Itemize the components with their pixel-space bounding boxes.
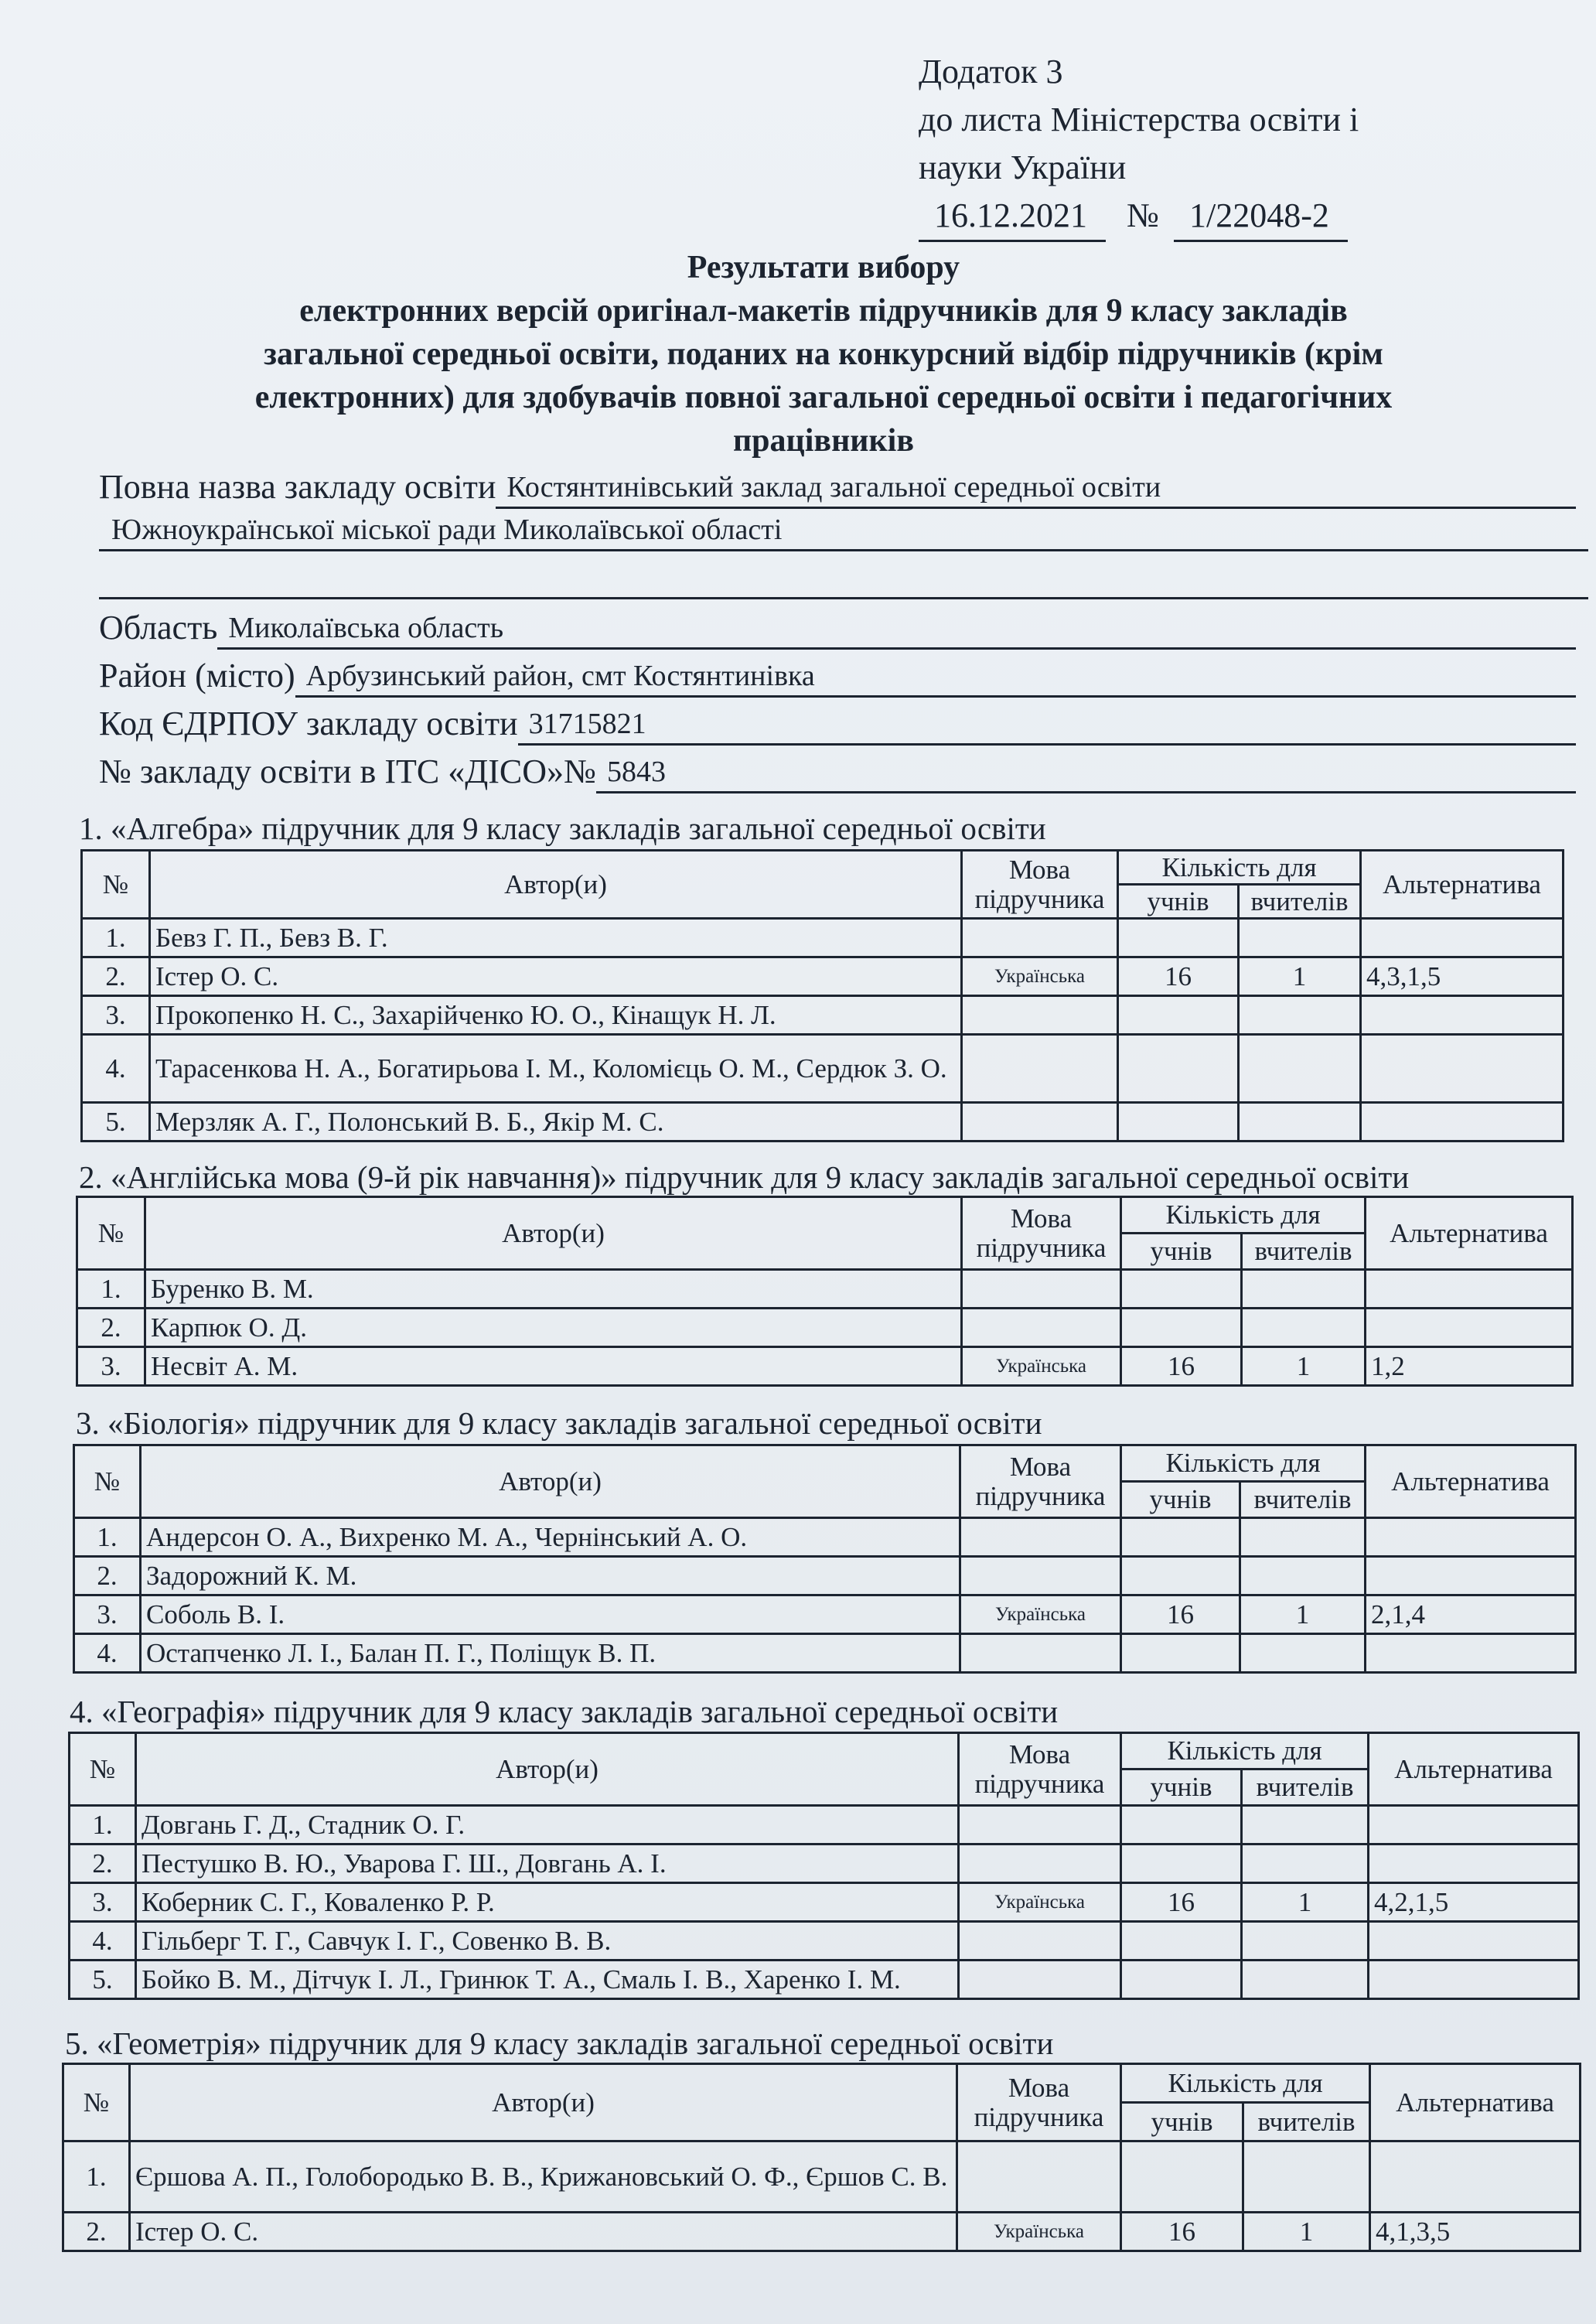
section-title: 4. «Географія» підручник для 9 класу закладів загальної середньої освіти xyxy=(70,1694,1059,1729)
header-language-line-1: Мова xyxy=(1009,1451,1072,1482)
title-line-3: загальної середньої освіти, поданих на конкурсний відбір підручників (крім xyxy=(264,336,1383,372)
letter-number: 1/22048-2 xyxy=(1174,192,1348,242)
school-name-value-line-2: Южноукраїнської міської ради Миколаївської області xyxy=(99,510,1588,551)
region-value: Миколаївська область xyxy=(217,609,1576,650)
header-language-line-1: Мова xyxy=(1008,2072,1070,2103)
textbook-table xyxy=(76,1196,1574,1387)
row-teachers-count xyxy=(1240,1557,1366,1595)
row-alternative xyxy=(1361,1035,1564,1103)
row-language xyxy=(957,2141,1121,2213)
table-row xyxy=(74,1518,1576,1557)
textbook-table xyxy=(80,849,1564,1142)
row-students-count xyxy=(1121,1270,1242,1309)
row-students-count xyxy=(1121,1845,1242,1883)
textbook-table xyxy=(73,1444,1577,1674)
row-teachers-count xyxy=(1239,1035,1361,1103)
header-alternative: Альтернатива xyxy=(1366,1445,1576,1518)
header-no: № xyxy=(74,1445,141,1518)
section-title: 3. «Біологія» підручник для 9 класу закладів загальної середньої освіти xyxy=(76,1405,1042,1441)
header-authors: Автор(и) xyxy=(136,1733,959,1806)
row-language: Українська xyxy=(962,957,1118,996)
table-row xyxy=(63,2141,1581,2213)
row-teachers-count xyxy=(1240,1634,1366,1673)
header-no: № xyxy=(70,1733,136,1806)
header-alternative: Альтернатива xyxy=(1369,1733,1579,1806)
row-authors: Істер О. С. xyxy=(130,2213,957,2251)
row-authors: Гільберг Т. Г., Савчук І. Г., Совенко В. В. xyxy=(136,1922,959,1961)
header-count: Кількість для xyxy=(1121,1197,1366,1234)
disco-label: № закладу освіти в ІТС «ДІСО»№ xyxy=(99,752,596,790)
row-authors: Пестушко В. Ю., Уварова Г. Ш., Довгань А. І. xyxy=(136,1845,959,1883)
header-students: учнів xyxy=(1118,885,1239,919)
row-students-count: 16 xyxy=(1121,1883,1242,1922)
row-language xyxy=(962,1035,1118,1103)
row-teachers-count xyxy=(1243,2141,1370,2213)
row-students-count xyxy=(1118,996,1239,1035)
row-authors: Тарасенкова Н. А., Богатирьова І. М., Коломієць О. М., Сердюк З. О. xyxy=(150,1035,962,1103)
title-line-4: електронних) для здобувачів повної загальної середньої освіти і педагогічних xyxy=(254,380,1393,415)
region-label: Область xyxy=(99,609,218,647)
section-title: 1. «Алгебра» підручник для 9 класу закладів загальної середньої освіти xyxy=(79,810,1046,846)
row-language xyxy=(962,996,1118,1035)
table-row xyxy=(63,2213,1581,2251)
header-no: № xyxy=(63,2064,130,2141)
row-authors: Буренко В. М. xyxy=(145,1270,962,1309)
row-teachers-count xyxy=(1242,1806,1369,1845)
row-authors: Остапченко Л. І., Балан П. Г., Поліщук В. П. xyxy=(141,1634,960,1673)
header-authors: Автор(и) xyxy=(150,851,962,919)
row-alternative xyxy=(1369,1961,1579,1999)
row-authors: Задорожний К. М. xyxy=(141,1557,960,1595)
row-number: 1. xyxy=(82,919,150,957)
row-alternative xyxy=(1361,1103,1564,1142)
section-title: 5. «Геометрія» підручник для 9 класу закладів загальної середньої освіти xyxy=(65,2025,1054,2061)
row-authors: Соболь В. І. xyxy=(141,1595,960,1634)
header-teachers: вчителів xyxy=(1239,885,1361,919)
row-alternative: 4,3,1,5 xyxy=(1361,957,1564,996)
region-field xyxy=(99,606,1576,650)
row-authors: Бевз Г. П., Бевз В. Г. xyxy=(150,919,962,957)
header-language-line-2: підручника xyxy=(976,1232,1107,1263)
row-alternative: 4,2,1,5 xyxy=(1369,1883,1579,1922)
edrpou-label: Код ЄДРПОУ закладу освіти xyxy=(99,705,518,742)
row-teachers-count xyxy=(1242,1961,1369,1999)
school-name-value: Костянтинівський заклад загальної середньої освіти xyxy=(496,468,1576,509)
row-number: 2. xyxy=(63,2213,130,2251)
header-teachers: вчителів xyxy=(1243,2103,1370,2141)
header-count: Кількість для xyxy=(1121,2064,1370,2103)
header-teachers: вчителів xyxy=(1240,1482,1366,1518)
table-header-row xyxy=(70,1733,1579,1769)
row-language xyxy=(960,1557,1121,1595)
row-authors: Бойко В. М., Дітчук І. Л., Гринюк Т. А., Смаль І. В., Харенко І. М. xyxy=(136,1961,959,1999)
row-alternative: 2,1,4 xyxy=(1366,1595,1576,1634)
table-header-row xyxy=(63,2064,1581,2103)
letter-date: 16.12.2021 xyxy=(919,192,1106,242)
header-no: № xyxy=(77,1197,145,1270)
row-number: 1. xyxy=(74,1518,141,1557)
row-teachers-count xyxy=(1240,1518,1366,1557)
row-students-count xyxy=(1121,1309,1242,1347)
row-authors: Прокопенко Н. С., Захарійченко Ю. О., Кінащук Н. Л. xyxy=(150,996,962,1035)
row-teachers-count xyxy=(1239,996,1361,1035)
header-language-line-2: підручника xyxy=(974,883,1105,914)
row-teachers-count xyxy=(1239,919,1361,957)
row-teachers-count xyxy=(1242,1845,1369,1883)
table-row xyxy=(82,919,1564,957)
row-alternative xyxy=(1370,2141,1581,2213)
header-students: учнів xyxy=(1121,2103,1243,2141)
header-language xyxy=(957,2064,1121,2141)
row-teachers-count xyxy=(1242,1922,1369,1961)
row-number: 4. xyxy=(82,1035,150,1103)
row-authors: Карпюк О. Д. xyxy=(145,1309,962,1347)
row-students-count xyxy=(1118,919,1239,957)
district-value: Арбузинський район, смт Костянтинівка xyxy=(295,657,1576,698)
title-line-2: електронних версій оригінал-макетів підручників для 9 класу закладів xyxy=(299,293,1348,329)
table-row xyxy=(74,1595,1576,1634)
header-alternative: Альтернатива xyxy=(1370,2064,1581,2141)
disco-value: 5843 xyxy=(596,752,1576,793)
district-label: Район (місто) xyxy=(99,657,295,694)
row-alternative xyxy=(1369,1806,1579,1845)
row-alternative xyxy=(1366,1518,1576,1557)
header-count: Кількість для xyxy=(1121,1733,1369,1769)
table-row xyxy=(77,1270,1573,1309)
appendix-ministry: науки України xyxy=(919,148,1127,186)
row-language xyxy=(959,1806,1121,1845)
table-row xyxy=(70,1806,1579,1845)
row-authors: Андерсон О. А., Вихренко М. А., Чернінський А. О. xyxy=(141,1518,960,1557)
table-header-row xyxy=(74,1445,1576,1482)
row-number: 2. xyxy=(82,957,150,996)
row-students-count xyxy=(1121,1961,1242,1999)
disco-field xyxy=(99,750,1576,793)
header-language xyxy=(962,1197,1121,1270)
row-teachers-count xyxy=(1239,1103,1361,1142)
row-number: 3. xyxy=(70,1883,136,1922)
header-language-line-2: підручника xyxy=(974,2101,1104,2132)
header-authors: Автор(и) xyxy=(141,1445,960,1518)
header-no: № xyxy=(82,851,150,919)
row-authors: Єршова А. П., Голобородько В. В., Крижановський О. Ф., Єршов С. В. xyxy=(130,2141,957,2213)
header-count: Кількість для xyxy=(1121,1445,1366,1482)
header-count: Кількість для xyxy=(1118,851,1361,885)
school-name-label: Повна назва закладу освіти xyxy=(99,468,496,506)
row-language xyxy=(962,1103,1118,1142)
row-students-count: 16 xyxy=(1121,2213,1243,2251)
textbook-table xyxy=(68,1732,1580,2000)
table-row xyxy=(70,1961,1579,1999)
title-line-5: працівників xyxy=(732,423,915,459)
row-students-count xyxy=(1121,1518,1240,1557)
row-alternative: 4,1,3,5 xyxy=(1370,2213,1581,2251)
row-teachers-count xyxy=(1242,1309,1366,1347)
row-language: Українська xyxy=(957,2213,1121,2251)
header-alternative: Альтернатива xyxy=(1361,851,1564,919)
header-language-line-2: підручника xyxy=(974,1768,1105,1799)
row-alternative xyxy=(1361,996,1564,1035)
appendix-date-number xyxy=(919,192,1460,242)
row-students-count xyxy=(1121,2141,1243,2213)
row-teachers-count: 1 xyxy=(1242,1347,1366,1386)
row-language xyxy=(960,1634,1121,1673)
row-language xyxy=(962,1309,1121,1347)
table-row xyxy=(82,1035,1564,1103)
row-authors: Коберник С. Г., Коваленко Р. Р. xyxy=(136,1883,959,1922)
edrpou-field xyxy=(99,702,1576,746)
row-students-count xyxy=(1118,1035,1239,1103)
row-teachers-count: 1 xyxy=(1240,1595,1366,1634)
header-language xyxy=(962,851,1118,919)
row-language xyxy=(962,919,1118,957)
table-row xyxy=(70,1922,1579,1961)
row-alternative: 1,2 xyxy=(1366,1347,1573,1386)
row-number: 5. xyxy=(82,1103,150,1142)
row-alternative xyxy=(1369,1845,1579,1883)
row-number: 4. xyxy=(70,1922,136,1961)
header-authors: Автор(и) xyxy=(130,2064,957,2141)
table-row xyxy=(82,957,1564,996)
document-title xyxy=(116,246,1531,462)
row-number: 4. xyxy=(74,1634,141,1673)
row-authors: Довгань Г. Д., Стадник О. Г. xyxy=(136,1806,959,1845)
table-row xyxy=(74,1634,1576,1673)
row-students-count xyxy=(1121,1922,1242,1961)
row-language xyxy=(959,1845,1121,1883)
row-authors: Несвіт А. М. xyxy=(145,1347,962,1386)
header-students: учнів xyxy=(1121,1769,1242,1806)
row-number: 2. xyxy=(77,1309,145,1347)
row-alternative xyxy=(1369,1922,1579,1961)
textbook-table xyxy=(62,2063,1581,2252)
row-number: 1. xyxy=(70,1806,136,1845)
table-header-row xyxy=(77,1197,1573,1234)
title-line-1: Результати вибору xyxy=(687,250,960,285)
row-number: 2. xyxy=(74,1557,141,1595)
row-alternative xyxy=(1366,1634,1576,1673)
row-language xyxy=(959,1961,1121,1999)
district-field xyxy=(99,654,1576,698)
row-number: 3. xyxy=(77,1347,145,1386)
appendix-label: Додаток 3 xyxy=(919,53,1063,90)
row-language xyxy=(959,1922,1121,1961)
table-row xyxy=(70,1845,1579,1883)
row-authors: Істер О. С. xyxy=(150,957,962,996)
row-language: Українська xyxy=(959,1883,1121,1922)
row-language: Українська xyxy=(962,1347,1121,1386)
table-row xyxy=(77,1309,1573,1347)
appendix-header xyxy=(919,48,1460,242)
table-row xyxy=(74,1557,1576,1595)
table-header-row xyxy=(82,851,1564,885)
row-students-count xyxy=(1121,1557,1240,1595)
table-row xyxy=(77,1347,1573,1386)
appendix-letter-ref: до листа Міністерства освіти і xyxy=(919,101,1359,138)
row-number: 1. xyxy=(63,2141,130,2213)
row-teachers-count xyxy=(1242,1270,1366,1309)
row-alternative xyxy=(1366,1557,1576,1595)
row-language: Українська xyxy=(960,1595,1121,1634)
header-alternative: Альтернатива xyxy=(1366,1197,1573,1270)
row-number: 2. xyxy=(70,1845,136,1883)
header-students: учнів xyxy=(1121,1482,1240,1518)
table-row xyxy=(82,1103,1564,1142)
row-students-count xyxy=(1121,1634,1240,1673)
blank-line xyxy=(99,558,1588,599)
row-number: 5. xyxy=(70,1961,136,1999)
header-students: учнів xyxy=(1121,1234,1242,1270)
row-students-count xyxy=(1121,1806,1242,1845)
row-students-count: 16 xyxy=(1121,1595,1240,1634)
number-sign: № xyxy=(1127,196,1159,234)
row-alternative xyxy=(1361,919,1564,957)
header-teachers: вчителів xyxy=(1242,1769,1369,1806)
header-language xyxy=(959,1733,1121,1806)
row-students-count: 16 xyxy=(1121,1347,1242,1386)
edrpou-value: 31715821 xyxy=(518,705,1576,746)
row-number: 3. xyxy=(82,996,150,1035)
row-alternative xyxy=(1366,1309,1573,1347)
row-students-count xyxy=(1118,1103,1239,1142)
row-teachers-count: 1 xyxy=(1243,2213,1370,2251)
row-teachers-count: 1 xyxy=(1239,957,1361,996)
header-language-line-2: підручника xyxy=(975,1480,1106,1511)
table-row xyxy=(70,1883,1579,1922)
row-teachers-count: 1 xyxy=(1242,1883,1369,1922)
row-number: 1. xyxy=(77,1270,145,1309)
section-title: 2. «Англійська мова (9-й рік навчання)» підручник для 9 класу закладів загальної середньої освіти xyxy=(79,1159,1410,1195)
header-language-line-1: Мова xyxy=(1008,1739,1071,1769)
header-language-line-1: Мова xyxy=(1010,1203,1073,1234)
header-language xyxy=(960,1445,1121,1518)
row-authors: Мерзляк А. Г., Полонський В. Б., Якір М. С. xyxy=(150,1103,962,1142)
table-row xyxy=(82,996,1564,1035)
row-number: 3. xyxy=(74,1595,141,1634)
row-language xyxy=(962,1270,1121,1309)
header-teachers: вчителів xyxy=(1242,1234,1366,1270)
header-authors: Автор(и) xyxy=(145,1197,962,1270)
header-language-line-1: Мова xyxy=(1008,854,1071,885)
row-language xyxy=(960,1518,1121,1557)
row-alternative xyxy=(1366,1270,1573,1309)
row-students-count: 16 xyxy=(1118,957,1239,996)
school-name-field xyxy=(99,466,1576,509)
